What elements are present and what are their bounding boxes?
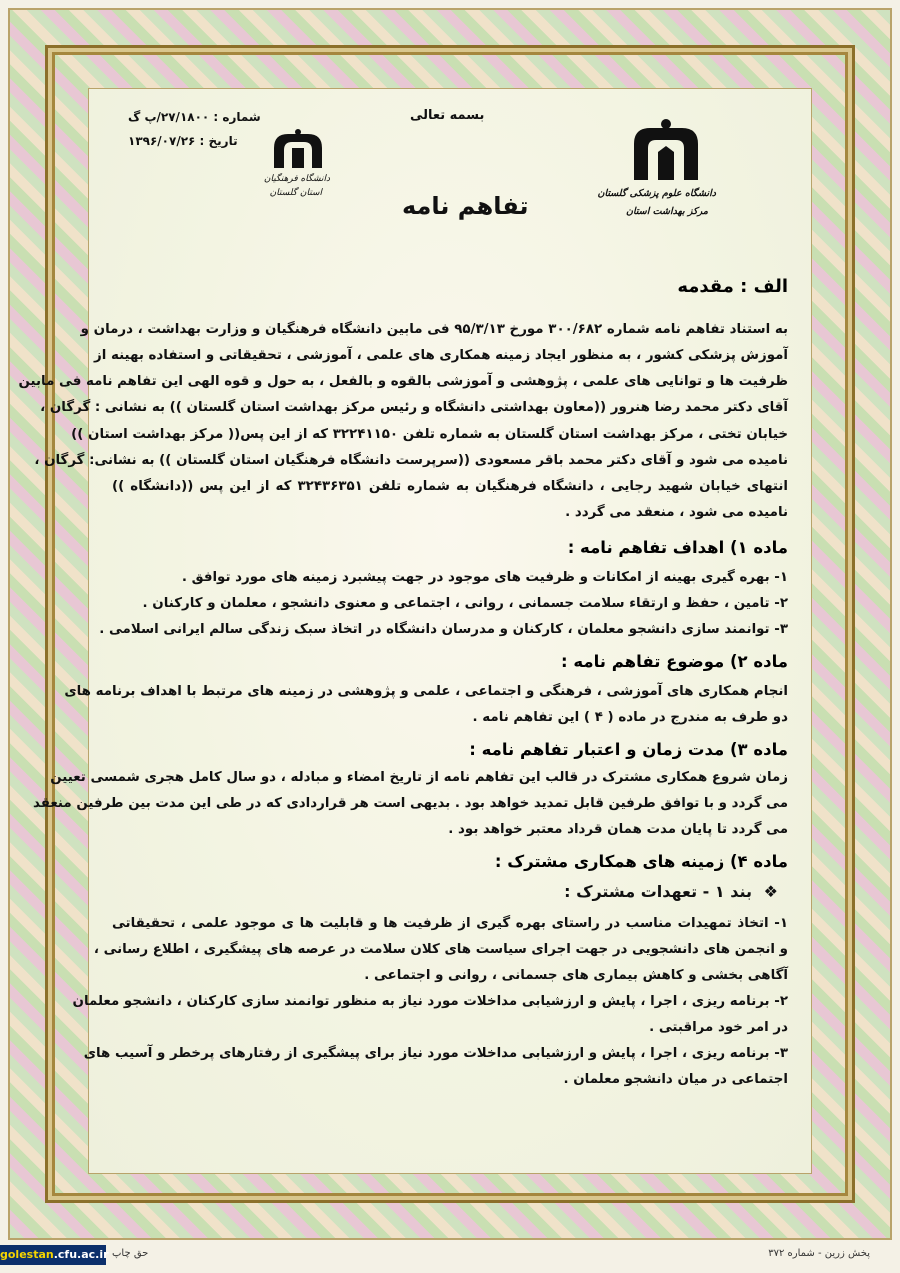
medical-university-emblem-icon (626, 118, 706, 182)
intro-heading: الف : مقدمه (677, 276, 788, 297)
article1-item: ۲- تامین ، حفظ و ارتقاء سلامت جسمانی ، روانی ، اجتماعی و معنوی دانشجو ، معلمان و کارکنان . (142, 596, 788, 611)
clause1-heading: بند ۱ - تعهدات مشترک : (564, 882, 752, 901)
clause1-line: ۱- اتخاذ تمهیدات مناسب در راستای بهره گیری از ظرفیت ها و قابلیت ها ی موجود علمی ، تحقیقاتی (112, 916, 788, 931)
article4-heading: ماده ۴) زمینه های همکاری مشترک : (494, 852, 788, 871)
clause1-line: و انجمن های دانشجویی در جهت اجرای سیاست های کلان سلامت در عرصه های پیشگیری ، اطلاع رسانی ، (93, 942, 788, 957)
article2-heading: ماده ۲) موضوع تفاهم نامه : (561, 652, 788, 671)
farhangian-emblem-icon (258, 128, 338, 172)
right-logo-line-2: مرکز بهداشت استان (626, 206, 708, 217)
article2-line: انجام همکاری های آموزشی ، فرهنگی و اجتماعی ، علمی و پژوهشی در زمینه های مرتبط با اهداف برنامه های (64, 684, 788, 699)
left-logo-line-2: استان گلستان (269, 188, 322, 198)
clause1-line: در امر خود مراقبتی . (649, 1020, 788, 1035)
clause-bullet-icon: ❖ (763, 882, 778, 901)
rights-note: حق چاپ (112, 1248, 149, 1259)
farhangian-logo (258, 128, 338, 208)
article1-item: ۱- بهره گیری بهینه از امکانات و ظرفیت های موجود در جهت پیشبرد زمینه های مورد توافق . (181, 570, 788, 585)
site-watermark-badge (0, 1245, 109, 1265)
site-prefix: golestan (0, 1248, 54, 1261)
golestan-medical-logo (597, 118, 722, 228)
basmala: بسمه تعالی (410, 108, 485, 123)
intro-line: انتهای خیابان شهید رجایی ، دانشگاه فرهنگیان به شماره تلفن ۳۲۴۳۶۳۵۱ که از این پس ((دانشگاه )) (112, 479, 789, 494)
left-logo-line-1: دانشگاه فرهنگیان (263, 174, 330, 184)
article2-line: دو طرف به مندرج در ماده ( ۴ ) این تفاهم نامه . (472, 710, 788, 725)
article1-item: ۳- توانمند سازی دانشجو معلمان ، کارکنان و مدرسان دانشگاه در اتخاذ سبک زندگی سالم ایرانی اسلامی . (99, 622, 788, 637)
clause1-line: اجتماعی در میان دانشجو معلمان . (563, 1072, 788, 1087)
intro-line: به استناد تفاهم نامه شماره ۳۰۰/۶۸۲ مورخ ۹۵/۳/۱۳ فی مابین دانشگاه فرهنگیان و وزارت بهداشت ، درمان و (80, 322, 788, 337)
right-logo-line-1: دانشگاه علوم پزشکی گلستان (597, 188, 716, 199)
intro-line: خیابان تختی ، مرکز بهداشت استان گلستان به شماره تلفن ۳۲۲۴۱۱۵۰ که از این پس(( مرکز بهداشت استان )) (71, 427, 788, 442)
intro-line: نامیده می شود و آقای دکتر محمد باقر مسعودی ((سرپرست دانشگاه فرهنگیان استان گلستان )) به نشانی: گرگان ، (34, 453, 788, 468)
site-suffix: .cfu.ac.ir (53, 1248, 109, 1261)
article3-heading: ماده ۳) مدت زمان و اعتبار تفاهم نامه : (469, 740, 788, 759)
letter-number: شماره : ۲۷/۱۸۰۰/پ گ (128, 110, 261, 124)
letter-date: تاریخ : ۱۳۹۶/۰۷/۲۶ (128, 134, 238, 148)
clause1-line: ۳- برنامه ریزی ، اجرا ، پایش و ارزشیابی مداخلات مورد نیاز برای پیشگیری از رفتارهای پرخطر و آسیب های (83, 1046, 788, 1061)
article3-line: زمان شروع همکاری مشترک در قالب این تفاهم نامه از تاریخ امضاء و مبادله ، دو سال کامل هجری شمسی تعیین (50, 770, 788, 785)
publisher-note: پخش زرین - شماره ۳۷۲ (768, 1248, 870, 1259)
article3-line: می گردد تا پایان مدت همان قرداد معتبر خواهد بود . (448, 822, 788, 837)
clause1-line: ۲- برنامه ریزی ، اجرا ، پایش و ارزشیابی مداخلات مورد نیاز به منظور توانمند سازی کارکنان ، دانشجو معلمان (72, 994, 788, 1009)
intro-line: آقای دکتر محمد رضا هنرور ((معاون بهداشتی دانشگاه و رئیس مرکز بهداشت استان گلستان )) به نشانی : گرگان ، (40, 400, 788, 415)
intro-line: ظرفیت ها و توانایی های علمی ، پژوهشی و آموزشی بالقوه و بالفعل ، به حول و قوه الهی این تفاهم نامه فی مابین (18, 374, 788, 389)
intro-line: آموزش پزشکی کشور ، به منظور ایجاد زمینه همکاری های علمی ، آموزشی ، تحقیقاتی و استفاده بهینه از (93, 348, 788, 363)
document-title: تفاهم نامه (402, 192, 529, 220)
clause1-line: آگاهی بخشی و کاهش بیماری های جسمانی ، روانی و اجتماعی . (364, 968, 788, 983)
intro-line: نامیده می شود ، منعقد می گردد . (565, 505, 788, 520)
article3-line: می گردد و با توافق طرفین قابل تمدید خواهد بود . بدیهی است هر قراردادی که در طی این مدت بین طرفین منعقد (32, 796, 788, 811)
article1-heading: ماده ۱) اهداف تفاهم نامه : (567, 538, 788, 557)
